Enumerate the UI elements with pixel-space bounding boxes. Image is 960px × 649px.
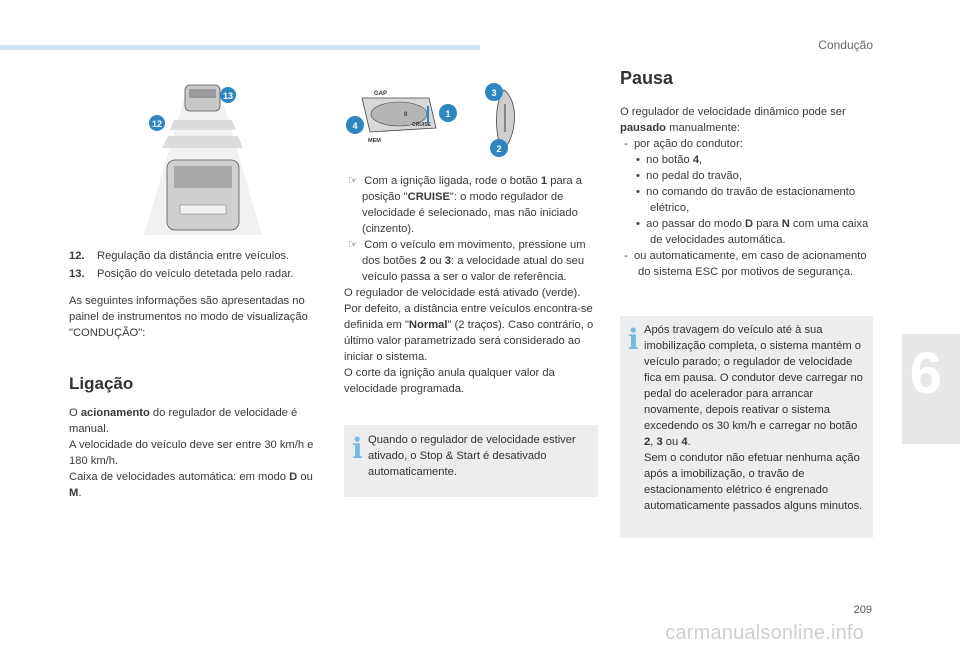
section-title: Condução xyxy=(818,38,873,52)
cruise-label: CRUISE xyxy=(412,122,431,128)
info-icon: i xyxy=(628,323,639,356)
mem-label: MEM xyxy=(368,138,381,144)
page-number: 209 xyxy=(853,604,872,616)
marker-12: 12 xyxy=(151,119,163,129)
info-icon: i xyxy=(352,432,363,465)
legend-item-13: 13. Posição do veículo detetada pelo radar. xyxy=(69,268,294,280)
marker-4: 4 xyxy=(352,121,358,131)
heading-pausa: Pausa xyxy=(620,68,674,88)
watermark: carmanualsonline.info xyxy=(665,622,864,644)
chapter-number: 6 xyxy=(909,341,942,406)
ligacao-text: O acionamento do regulador de velocidade é manual. A velocidade do veículo deve ser entre 30 km/h e 180 km/h. Caixa de velocidades automática: em modo D ou M. xyxy=(69,407,314,499)
pausa-text: O regulador de velocidade dinâmico pode ser pausado manualmente: - por ação do condutor: • no botão 4, • no pedal do travão, • no comando do travão de estacionamento elétrico, • ao passar do modo D para N com uma caixa de velocidades automática. - ou automaticamente, em caso de acionamento do sistema ESC por motivos de segurança. xyxy=(620,106,869,278)
gap-label: GAP xyxy=(374,91,388,97)
marker-13: 13 xyxy=(222,91,234,101)
heading-ligacao: Ligação xyxy=(69,374,134,393)
step-1: ☞ Com a ignição ligada, rode o botão 1 para a posição "CRUISE": o modo regulador de velocidade é selecionado, mas não iniciado (cinzento). xyxy=(348,175,582,235)
header-bar xyxy=(0,45,480,50)
marker-3: 3 xyxy=(491,88,497,98)
info-box-stop-start: i Quando o regulador de velocidade estiver ativado, o Stop & Start é desativado automaticamente. xyxy=(344,425,598,497)
zero-label: 0 xyxy=(404,112,408,118)
legend-item-12: 12. Regulação da distância entre veículos. xyxy=(69,250,290,262)
distance-display-illustration xyxy=(140,80,265,240)
display-intro: As seguintes informações são apresentadas no painel de instrumentos no modo de visualização "CONDUÇÃO": xyxy=(69,295,308,339)
cruise-stalk-illustration xyxy=(344,80,519,162)
marker-1: 1 xyxy=(445,109,451,119)
step-2: ☞ Com o veículo em movimento, pressione um dos botões 2 ou 3: a velocidade atual do seu veículo passa a ser o valor de referência. xyxy=(348,239,586,283)
ligacao-steps: ☞ Com a ignição ligada, rode o botão 1 para a posição "CRUISE": o modo regulador de velocidade é selecionado, mas não iniciado (cinzento). ☞ Com o veículo em movimento, pressione um dos botões 2 ou 3: a velocidade atual do seu veículo passa a ser o valor de referência. O regulador de velocidade está ativado (verde). Por defeito, a distância entre veículos encontra-se definida em "Normal" (2 traços). Caso contrário, o último valor parametrizado será considerado ao iniciar o sistema. O corte da ignição anula qualquer valor da velocidade programada. xyxy=(344,173,600,397)
marker-2: 2 xyxy=(496,144,502,154)
info-box-pause: i Após travagem do veículo até à sua imobilização completa, o sistema mantém o veículo parado; o regulador de velocidade fica em pausa. O condutor deve carregar no pedal do acelerador para arrancar novamente, depois reativar o sistema excedendo os 30 km/h e carregar no botão 2, 3 ou 4. Sem o condutor não efetuar nenhuma ação após a imobilização, o travão de estacionamento elétrico é engrenado automaticamente passados alguns minutos. xyxy=(620,316,873,538)
